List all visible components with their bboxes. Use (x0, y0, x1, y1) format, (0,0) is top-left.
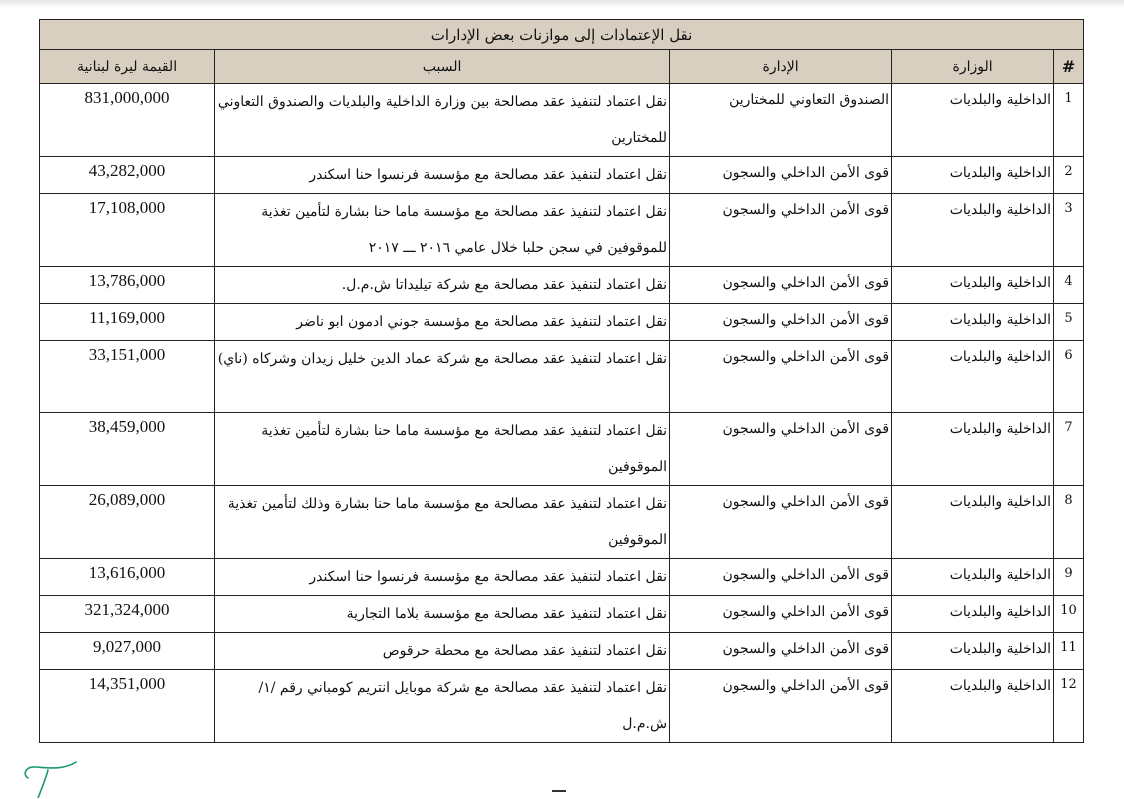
row-number: 2 (1054, 157, 1084, 194)
row-ministry: الداخلية والبلديات (892, 341, 1054, 413)
table-row (40, 84, 1084, 157)
row-administration: قوى الأمن الداخلي والسجون (670, 486, 892, 559)
table-row (40, 596, 1084, 633)
row-administration: قوى الأمن الداخلي والسجون (670, 341, 892, 413)
row-administration: قوى الأمن الداخلي والسجون (670, 413, 892, 486)
row-value: 9,027,000 (40, 633, 215, 670)
header-number: # (1054, 50, 1084, 84)
header-administration: الإدارة (670, 50, 892, 84)
row-administration: قوى الأمن الداخلي والسجون (670, 633, 892, 670)
page-number-mark (552, 790, 566, 795)
row-reason: نقل اعتماد لتنفيذ عقد مصالحة مع مؤسسة ماما حنا بشارة وذلك لتأمين تغذية الموقوفين (215, 486, 670, 559)
row-ministry: الداخلية والبلديات (892, 596, 1054, 633)
row-number: 10 (1054, 596, 1084, 633)
table-row (40, 486, 1084, 559)
row-reason: نقل اعتماد لتنفيذ عقد مصالحة مع شركة عماد الدين خليل زيدان وشركاه (ناي) (215, 341, 670, 413)
header-value: القيمة ليرة لبنانية (40, 50, 215, 84)
row-number: 4 (1054, 267, 1084, 304)
row-administration: قوى الأمن الداخلي والسجون (670, 559, 892, 596)
row-administration: قوى الأمن الداخلي والسجون (670, 596, 892, 633)
row-ministry: الداخلية والبلديات (892, 194, 1054, 267)
row-number: 1 (1054, 84, 1084, 157)
handwritten-initial-signature (20, 758, 90, 798)
row-administration: الصندوق التعاوني للمختارين (670, 84, 892, 157)
row-ministry: الداخلية والبلديات (892, 486, 1054, 559)
row-reason: نقل اعتماد لتنفيذ عقد مصالحة مع محطة حرقوص (215, 633, 670, 670)
row-reason: نقل اعتماد لتنفيذ عقد مصالحة مع مؤسسة ماما حنا بشارة لتأمين تغذية للموقوفين في سجن حلبا خلال عامي ٢٠١٦ ـــ ٢٠١٧ (215, 194, 670, 267)
row-ministry: الداخلية والبلديات (892, 559, 1054, 596)
row-number: 12 (1054, 670, 1084, 743)
row-ministry: الداخلية والبلديات (892, 413, 1054, 486)
row-ministry: الداخلية والبلديات (892, 157, 1054, 194)
header-row (40, 50, 1084, 84)
row-number: 11 (1054, 633, 1084, 670)
row-value: 38,459,000 (40, 413, 215, 486)
row-ministry: الداخلية والبلديات (892, 304, 1054, 341)
row-value: 33,151,000 (40, 341, 215, 413)
row-number: 3 (1054, 194, 1084, 267)
row-reason: نقل اعتماد لتنفيذ عقد مصالحة بين وزارة الداخلية والبلديات والصندوق التعاوني للمختارين (215, 84, 670, 157)
header-ministry: الوزارة (892, 50, 1054, 84)
table-title: نقل الإعتمادات إلى موازنات بعض الإدارات (40, 20, 1084, 50)
row-number: 6 (1054, 341, 1084, 413)
row-administration: قوى الأمن الداخلي والسجون (670, 157, 892, 194)
row-number: 9 (1054, 559, 1084, 596)
row-reason: نقل اعتماد لتنفيذ عقد مصالحة مع مؤسسة فرنسوا حنا اسكندر (215, 559, 670, 596)
row-ministry: الداخلية والبلديات (892, 670, 1054, 743)
row-reason: نقل اعتماد لتنفيذ عقد مصالحة مع مؤسسة بلاما التجارية (215, 596, 670, 633)
row-ministry: الداخلية والبلديات (892, 633, 1054, 670)
row-value: 321,324,000 (40, 596, 215, 633)
row-administration: قوى الأمن الداخلي والسجون (670, 304, 892, 341)
row-reason: نقل اعتماد لتنفيذ عقد مصالحة مع مؤسسة فرنسوا حنا اسكندر (215, 157, 670, 194)
row-reason: نقل اعتماد لتنفيذ عقد مصالحة مع مؤسسة جوني ادمون ابو ناضر (215, 304, 670, 341)
credits-transfer-table (39, 19, 1084, 743)
row-administration: قوى الأمن الداخلي والسجون (670, 194, 892, 267)
table-row (40, 267, 1084, 304)
table-row (40, 559, 1084, 596)
row-reason: نقل اعتماد لتنفيذ عقد مصالحة مع شركة موبايل انتريم كومباني رقم /١/ ش.م.ل (215, 670, 670, 743)
row-reason: نقل اعتماد لتنفيذ عقد مصالحة مع شركة تيليداتا ش.م.ل. (215, 267, 670, 304)
row-value: 26,089,000 (40, 486, 215, 559)
table-row (40, 194, 1084, 267)
table-row (40, 670, 1084, 743)
row-number: 7 (1054, 413, 1084, 486)
row-value: 13,616,000 (40, 559, 215, 596)
table-row (40, 341, 1084, 413)
row-value: 831,000,000 (40, 84, 215, 157)
row-ministry: الداخلية والبلديات (892, 84, 1054, 157)
table-row (40, 157, 1084, 194)
row-ministry: الداخلية والبلديات (892, 267, 1054, 304)
row-number: 5 (1054, 304, 1084, 341)
row-value: 17,108,000 (40, 194, 215, 267)
row-value: 14,351,000 (40, 670, 215, 743)
scan-top-edge (0, 0, 1124, 8)
header-reason: السبب (215, 50, 670, 84)
row-value: 43,282,000 (40, 157, 215, 194)
row-administration: قوى الأمن الداخلي والسجون (670, 267, 892, 304)
row-administration: قوى الأمن الداخلي والسجون (670, 670, 892, 743)
row-value: 11,169,000 (40, 304, 215, 341)
table-row (40, 633, 1084, 670)
row-number: 8 (1054, 486, 1084, 559)
row-reason: نقل اعتماد لتنفيذ عقد مصالحة مع مؤسسة ماما حنا بشارة لتأمين تغذية الموقوفين (215, 413, 670, 486)
row-value: 13,786,000 (40, 267, 215, 304)
table-row (40, 413, 1084, 486)
table-row (40, 304, 1084, 341)
